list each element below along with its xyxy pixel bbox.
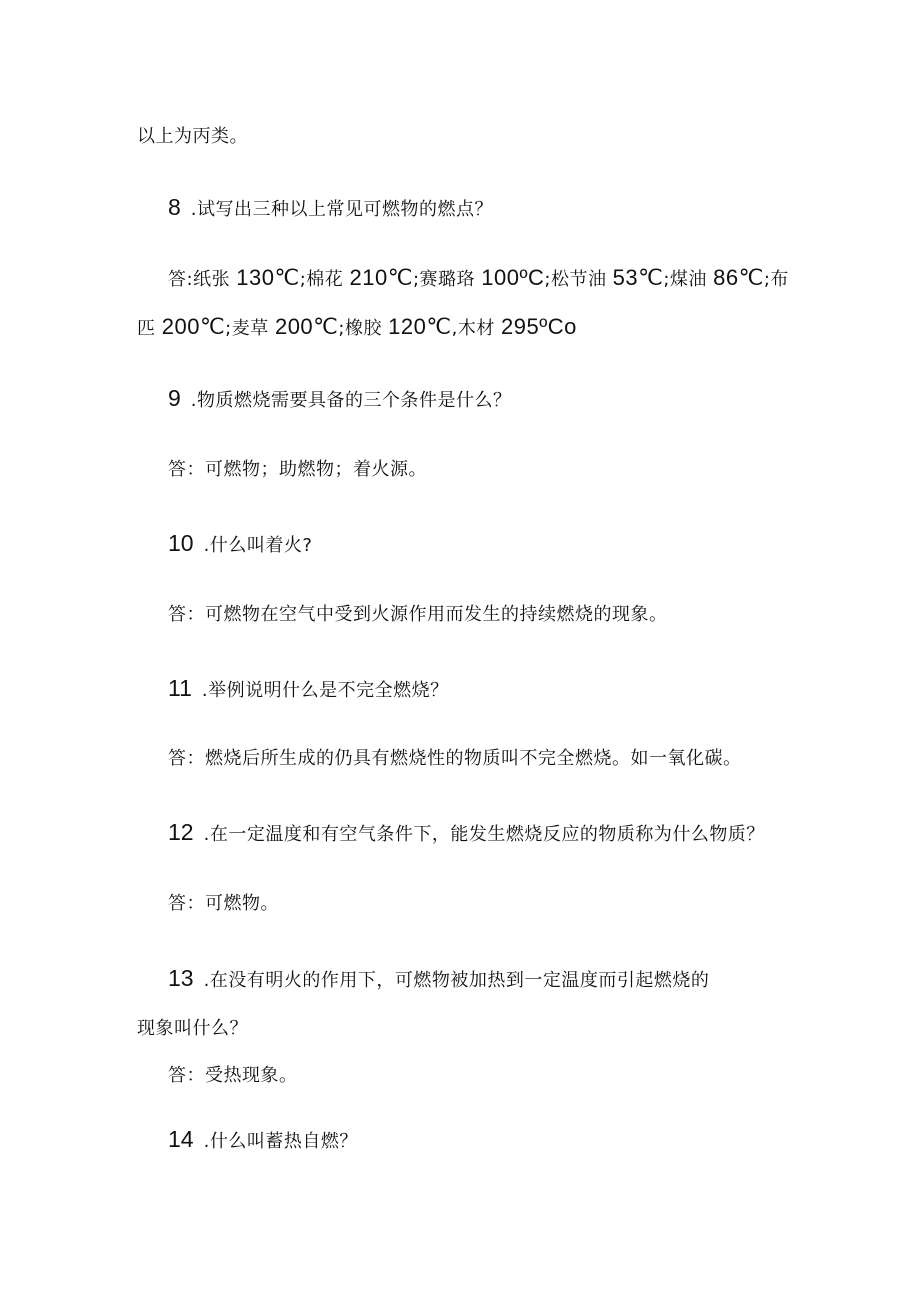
question-number: 11 xyxy=(168,675,192,701)
answer-12 xyxy=(168,891,279,917)
answer-text: ;煤油 xyxy=(663,269,714,290)
temperature-value: 86℃ xyxy=(713,265,764,290)
answer-text: 答：可燃物；助燃物；着火源。 xyxy=(168,459,427,480)
answer-text: ;赛璐珞 xyxy=(412,269,482,290)
question-13 xyxy=(168,965,709,994)
question-number: 8 xyxy=(168,194,181,220)
question-13-continued xyxy=(137,1016,248,1042)
answer-text: 答：受热现象。 xyxy=(168,1065,298,1086)
question-8 xyxy=(168,194,493,223)
answer-9 xyxy=(168,457,427,483)
question-12 xyxy=(168,819,765,848)
answer-text: 答：燃烧后所生成的仍具有燃烧性的物质叫不完全燃烧。如一氧化碳。 xyxy=(168,748,742,769)
temperature-value: 200℃ xyxy=(274,314,339,339)
temperature-value: 130℃ xyxy=(236,265,300,290)
intro-label: 以上为丙类。 xyxy=(137,126,248,147)
answer-text: 答:纸张 xyxy=(168,269,237,290)
temperature-value: 210℃ xyxy=(349,265,413,290)
answer-8-line-2 xyxy=(137,314,577,342)
question-number: 9 xyxy=(168,385,181,411)
intro-text xyxy=(137,124,248,150)
answer-text: ;棉花 xyxy=(299,269,350,290)
answer-13 xyxy=(168,1063,298,1089)
answer-text: 答：可燃物在空气中受到火源作用而发生的持续燃烧的现象。 xyxy=(168,604,668,625)
question-10 xyxy=(168,530,312,559)
question-9 xyxy=(168,385,512,414)
answer-8-line-1 xyxy=(168,265,789,293)
question-number: 13 xyxy=(168,965,194,991)
temperature-value: 295ºCo xyxy=(501,314,577,339)
question-number: 14 xyxy=(168,1126,194,1152)
temperature-value: 120℃ xyxy=(388,314,452,339)
question-text: .在一定温度和有空气条件下，能发生燃烧反应的物质称为什么物质？ xyxy=(203,824,765,845)
question-text: .试写出三种以上常见可燃物的燃点？ xyxy=(190,199,494,220)
question-text: .举例说明什么是不完全燃烧？ xyxy=(201,680,449,701)
answer-text: ;布 xyxy=(763,269,789,290)
question-11 xyxy=(168,675,449,704)
question-number: 10 xyxy=(168,530,194,556)
answer-text: ;橡胶 xyxy=(338,318,389,339)
answer-11 xyxy=(168,746,742,772)
temperature-value: 100ºC xyxy=(481,265,545,290)
question-text: .物质燃烧需要具备的三个条件是什么？ xyxy=(190,390,512,411)
temperature-value: 200℃ xyxy=(161,314,226,339)
answer-text: ,木材 xyxy=(451,318,502,339)
question-text: .在没有明火的作用下，可燃物被加热到一定温度而引起燃烧的 xyxy=(203,970,710,991)
question-14 xyxy=(168,1126,358,1155)
answer-text: 匹 xyxy=(137,318,162,339)
question-number: 12 xyxy=(168,819,194,845)
question-text: .什么叫着火? xyxy=(203,535,313,556)
answer-10 xyxy=(168,602,668,628)
question-text: 现象叫什么？ xyxy=(137,1018,248,1039)
answer-text: ;松节油 xyxy=(544,269,613,290)
temperature-value: 53℃ xyxy=(612,265,664,290)
question-text: .什么叫蓄热自燃？ xyxy=(203,1131,358,1152)
answer-text: ;麦草 xyxy=(225,318,275,339)
answer-text: 答：可燃物。 xyxy=(168,893,279,914)
